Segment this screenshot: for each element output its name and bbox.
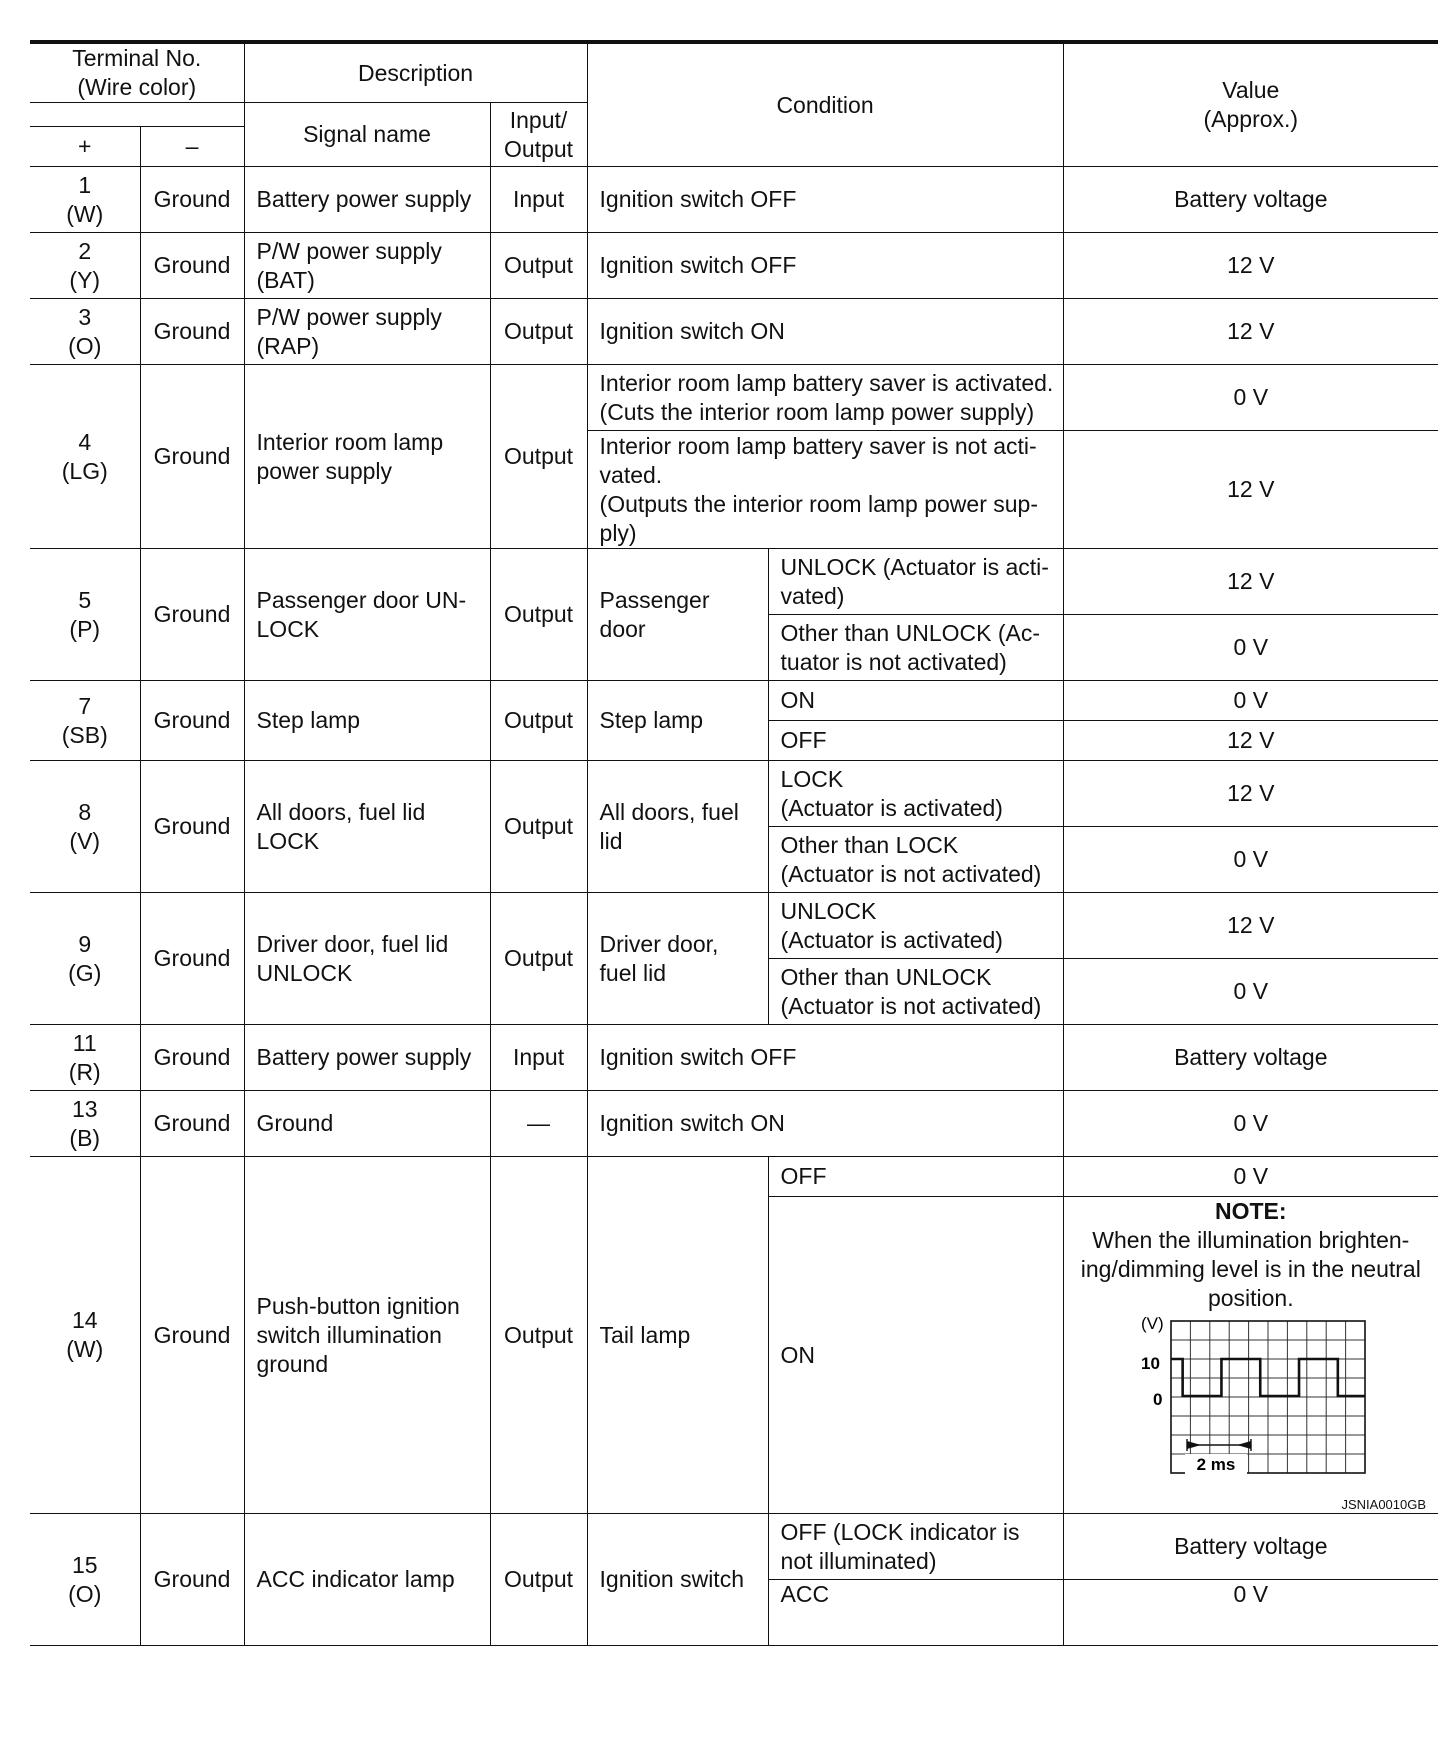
condition-sub-cell: OFF: [768, 1157, 1063, 1197]
io-cell: Output: [490, 761, 587, 893]
wire-color: (G): [68, 959, 102, 986]
minus-cell: Ground: [140, 299, 244, 365]
signal-cell: [244, 233, 490, 299]
terminal-no-label: Terminal No.: [72, 45, 202, 71]
condition-sub-cell: OFF: [768, 721, 1063, 761]
minus-cell: Ground: [140, 1025, 244, 1091]
waveform-unit: (V): [1140, 1314, 1164, 1333]
table-row: [30, 1025, 1438, 1091]
value-cell: 0 V: [1063, 827, 1438, 893]
minus-cell: Ground: [140, 167, 244, 233]
wire-color-label: (Wire color): [77, 74, 197, 100]
wire-color: (LG): [61, 457, 108, 484]
io-label-2: Output: [504, 135, 574, 162]
terminal-cell: [30, 365, 140, 549]
terminal-cell: [30, 233, 140, 299]
terminal-number: 2: [78, 237, 92, 264]
terminal-number: 14: [71, 1307, 98, 1333]
signal-cell: [244, 1157, 490, 1514]
terminal-table: [30, 40, 1438, 1646]
terminal-number: 11: [72, 1029, 97, 1056]
io-cell: —: [490, 1091, 587, 1157]
minus-header: –: [140, 127, 244, 167]
condition-line: Interior room lamp battery saver is not acti-: [599, 432, 1037, 459]
condition-line: LOCK: [780, 765, 844, 792]
signal-cell: ACC indicator lamp: [244, 1514, 490, 1646]
minus-cell: Ground: [140, 681, 244, 761]
terminal-number: 8: [78, 798, 92, 825]
signal-cell: [244, 893, 490, 1025]
table-row: [30, 299, 1438, 365]
signal-line: P/W power supply: [256, 303, 442, 330]
terminal-number: 13: [71, 1095, 98, 1122]
value-cell: 12 V: [1063, 233, 1438, 299]
condition-main-cell: [587, 761, 768, 893]
terminal-number: 5: [78, 586, 92, 613]
signal-line: ground: [256, 1350, 329, 1377]
condition-cell: [587, 431, 1063, 549]
condition-line: (Actuator is activated): [780, 926, 1003, 953]
condition-main-cell: [587, 549, 768, 681]
condition-cell: [587, 365, 1063, 431]
condition-line: OFF (LOCK indicator is: [780, 1518, 1020, 1545]
io-cell: Output: [490, 233, 587, 299]
condition-line: Driver door,: [599, 930, 719, 957]
terminal-cell: [30, 761, 140, 893]
table-row: [30, 681, 1438, 721]
condition-line: vated): [780, 582, 845, 609]
table-row: [30, 893, 1438, 959]
io-header: [490, 103, 587, 167]
wire-color: (R): [68, 1058, 101, 1085]
condition-line: (Cuts the interior room lamp power supply): [599, 398, 1035, 425]
waveform-y-high: 10: [1140, 1354, 1160, 1373]
wire-color: (W): [66, 1336, 104, 1362]
terminal-cell: [30, 299, 140, 365]
description-header: Description: [244, 42, 587, 103]
signal-cell: [244, 549, 490, 681]
terminal-header: [30, 42, 244, 103]
header-row-1: [30, 42, 1438, 103]
minus-cell: Ground: [140, 365, 244, 549]
io-cell: Output: [490, 1157, 587, 1514]
minus-cell: Ground: [140, 1157, 244, 1514]
scale-arrow-right: [1237, 1441, 1251, 1449]
condition-line: Other than UNLOCK: [780, 963, 992, 990]
condition-line: (Outputs the interior room lamp power sup-: [599, 490, 1038, 517]
condition-main-cell: [587, 893, 768, 1025]
value-cell: 0 V: [1063, 1580, 1438, 1646]
condition-line: fuel lid: [599, 959, 667, 986]
terminal-cell: [30, 549, 140, 681]
wire-color: (O): [68, 1580, 102, 1607]
figure-id: JSNIA0010GB: [1341, 1497, 1427, 1512]
minus-cell: Ground: [140, 1091, 244, 1157]
terminal-number: 9: [78, 930, 92, 957]
value-cell: 0 V: [1063, 1157, 1438, 1197]
io-cell: Input: [490, 1025, 587, 1091]
condition-main-cell: Ignition switch: [587, 1514, 768, 1646]
io-cell: Output: [490, 893, 587, 1025]
signal-name-header: Signal name: [244, 103, 490, 167]
io-label-1: Input/: [509, 106, 568, 133]
terminal-cell: [30, 167, 140, 233]
minus-cell: Ground: [140, 549, 244, 681]
signal-line: power supply: [256, 457, 393, 484]
condition-sub-cell: [768, 549, 1063, 615]
table-row: [30, 1514, 1438, 1580]
condition-line: (Actuator is not activated): [780, 992, 1042, 1019]
wire-color: (O): [68, 332, 102, 359]
io-cell: Output: [490, 299, 587, 365]
value-header: [1063, 42, 1438, 167]
terminal-number: 7: [78, 692, 92, 719]
signal-cell: Battery power supply: [244, 1025, 490, 1091]
signal-line: (BAT): [256, 266, 315, 293]
value-cell: 0 V: [1063, 681, 1438, 721]
terminal-header-cont: [30, 103, 244, 127]
condition-sub-cell: [768, 615, 1063, 681]
scale-arrow-left: [1187, 1441, 1201, 1449]
value-cell: 12 V: [1063, 721, 1438, 761]
signal-line: switch illumination: [256, 1321, 442, 1348]
wire-color: (Y): [69, 266, 101, 293]
value-cell: 12 V: [1063, 549, 1438, 615]
minus-cell: Ground: [140, 1514, 244, 1646]
condition-cell: Ignition switch OFF: [587, 233, 1063, 299]
signal-line: (RAP): [256, 332, 320, 359]
value-cell: 12 V: [1063, 431, 1438, 549]
value-cell: 0 V: [1063, 1091, 1438, 1157]
condition-line: vated.: [599, 461, 663, 488]
signal-line: Passenger door UN-: [256, 586, 467, 613]
condition-sub-cell: [768, 827, 1063, 893]
wire-color: (B): [69, 1124, 101, 1151]
note-title: NOTE:: [1215, 1198, 1287, 1224]
condition-main-cell: Step lamp: [587, 681, 768, 761]
condition-sub-cell: [768, 1514, 1063, 1580]
table-row: [30, 1091, 1438, 1157]
signal-cell: [244, 761, 490, 893]
table-row: [30, 549, 1438, 615]
signal-cell: [244, 365, 490, 549]
terminal-cell: [30, 681, 140, 761]
time-scale-marker: [1185, 1439, 1251, 1474]
condition-sub-cell: ON: [768, 1197, 1063, 1514]
condition-line: Interior room lamp battery saver is activated.: [599, 369, 1054, 396]
plus-header: +: [30, 127, 140, 167]
condition-line: All doors, fuel: [599, 798, 739, 825]
terminal-number: 15: [71, 1551, 98, 1578]
table-row: [30, 1157, 1438, 1197]
terminal-number: 3: [78, 303, 92, 330]
terminal-cell: [30, 893, 140, 1025]
condition-line: lid: [599, 827, 623, 854]
note-line: ing/dimming level is in the neutral: [1080, 1256, 1421, 1282]
value-cell: 0 V: [1063, 365, 1438, 431]
wire-color: (SB): [61, 721, 108, 748]
signal-line: P/W power supply: [256, 237, 442, 264]
value-cell: Battery voltage: [1063, 1025, 1438, 1091]
condition-line: (Actuator is activated): [780, 794, 1003, 821]
condition-main-cell: Tail lamp: [587, 1157, 768, 1514]
condition-line: UNLOCK (Actuator is acti-: [780, 553, 1049, 580]
terminal-cell: [30, 1514, 140, 1646]
signal-line: LOCK: [256, 615, 320, 642]
table-row: [30, 365, 1438, 431]
terminal-spec-sheet: [30, 40, 1438, 1740]
condition-line: tuator is not activated): [780, 648, 1007, 675]
io-cell: Output: [490, 549, 587, 681]
condition-sub-cell: [768, 893, 1063, 959]
value-label: Value: [1222, 77, 1280, 103]
value-cell: 12 V: [1063, 761, 1438, 827]
condition-line: Other than LOCK: [780, 831, 959, 858]
value-cell: 0 V: [1063, 615, 1438, 681]
value-cell: 12 V: [1063, 893, 1438, 959]
condition-sub-cell: [768, 761, 1063, 827]
note-line: When the illumination brighten-: [1092, 1227, 1410, 1253]
signal-line: LOCK: [256, 827, 320, 854]
wire-color: (P): [69, 615, 101, 642]
signal-line: Interior room lamp: [256, 428, 444, 455]
io-cell: Output: [490, 681, 587, 761]
signal-line: Driver door, fuel lid: [256, 930, 449, 957]
table-row: [30, 233, 1438, 299]
signal-line: All doors, fuel lid: [256, 798, 426, 825]
signal-cell: Ground: [244, 1091, 490, 1157]
minus-cell: Ground: [140, 761, 244, 893]
value-note-cell: [1063, 1197, 1438, 1514]
signal-line: UNLOCK: [256, 959, 353, 986]
waveform-figure: [1076, 1313, 1427, 1493]
note-text: [1076, 1226, 1427, 1313]
scale-label: 2 ms: [1196, 1455, 1236, 1474]
minus-cell: Ground: [140, 233, 244, 299]
condition-cell: Ignition switch OFF: [587, 1025, 1063, 1091]
terminal-cell: [30, 1025, 140, 1091]
terminal-cell: [30, 1091, 140, 1157]
value-cell: 0 V: [1063, 959, 1438, 1025]
terminal-number: 4: [78, 428, 92, 455]
io-cell: Output: [490, 365, 587, 549]
condition-sub-cell: [768, 959, 1063, 1025]
condition-line: UNLOCK: [780, 897, 877, 924]
condition-line: door: [599, 615, 646, 642]
value-cell: 12 V: [1063, 299, 1438, 365]
wire-color: (W): [66, 200, 104, 227]
signal-cell: [244, 299, 490, 365]
condition-cell: Ignition switch ON: [587, 299, 1063, 365]
terminal-cell: [30, 1157, 140, 1514]
table-row: [30, 167, 1438, 233]
value-cell: Battery voltage: [1063, 167, 1438, 233]
signal-cell: Step lamp: [244, 681, 490, 761]
wire-color: (V): [69, 827, 101, 854]
condition-sub-cell: ON: [768, 681, 1063, 721]
approx-label: (Approx.): [1203, 106, 1299, 132]
condition-sub-cell: ACC: [768, 1580, 1063, 1646]
table-row: [30, 761, 1438, 827]
condition-header: Condition: [587, 42, 1063, 167]
signal-line: Push-button ignition: [256, 1292, 460, 1319]
condition-line: ply): [599, 519, 637, 546]
note-line: position.: [1207, 1285, 1294, 1311]
condition-line: Passenger: [599, 586, 710, 613]
condition-line: not illuminated): [780, 1547, 937, 1574]
condition-line: (Actuator is not activated): [780, 860, 1042, 887]
waveform-graph: [1101, 1313, 1401, 1493]
condition-line: Other than UNLOCK (Ac-: [780, 619, 1040, 646]
signal-cell: Battery power supply: [244, 167, 490, 233]
value-cell: Battery voltage: [1063, 1514, 1438, 1580]
minus-cell: Ground: [140, 893, 244, 1025]
condition-cell: Ignition switch OFF: [587, 167, 1063, 233]
io-cell: Output: [490, 1514, 587, 1646]
waveform-y-low: 0: [1152, 1390, 1163, 1409]
condition-cell: Ignition switch ON: [587, 1091, 1063, 1157]
io-cell: Input: [490, 167, 587, 233]
terminal-number: 1: [78, 171, 92, 198]
